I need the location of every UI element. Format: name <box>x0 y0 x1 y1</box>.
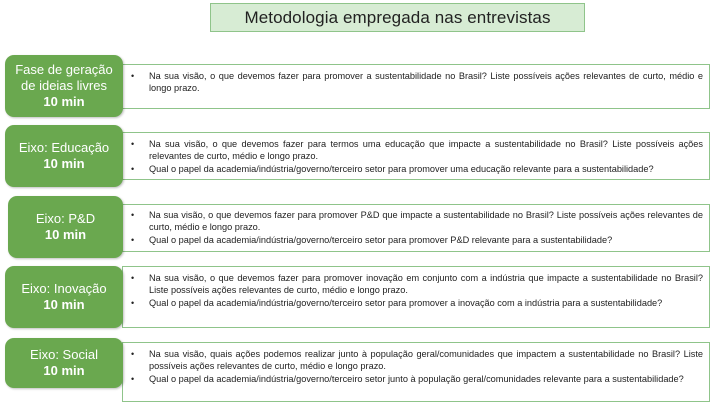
duration-label: 10 min <box>43 156 85 171</box>
question-item: • Qual o papel da academia/indústria/governo/terceiro setor para promover uma educação relevante para a sustentabilidade? <box>127 163 703 175</box>
question-item: • Na sua visão, o que devemos fazer para termos uma educação que impacte a sustentabilidade no Brasil? Liste possíveis ações relevantes de curto, médio e longo prazo. <box>127 138 703 162</box>
question-item: • Na sua visão, quais ações podemos realizar junto à população geral/comunidades que impactem a sustentabilidade no Brasil? Liste possíveis ações relevantes de curto, médio e longo prazo. <box>127 348 703 372</box>
label-line: Eixo: P&D <box>35 211 96 226</box>
section-label <box>5 338 123 388</box>
label-line: Fase de geração <box>15 62 113 77</box>
duration-label: 10 min <box>43 363 85 378</box>
section-label <box>8 196 123 258</box>
question-item: • Na sua visão, o que devemos fazer para promover a sustentabilidade no Brasil? Liste possíveis ações relevantes de curto, médio e longo prazo. <box>127 70 703 94</box>
question-item: • Qual o papel da academia/indústria/governo/terceiro setor junto à população geral/comunidades relevante para a sustentabilidade? <box>127 373 703 385</box>
label-line: Eixo: Inovação <box>21 281 107 296</box>
question-item: • Na sua visão, o que devemos fazer para promover P&D que impacte a sustentabilidade no Brasil? Liste possíveis ações relevantes de curto, médio e longo prazo. <box>127 209 703 233</box>
page-title: Metodologia empregada nas entrevistas <box>210 3 585 32</box>
label-line: Eixo: Educação <box>18 140 110 155</box>
duration-label: 10 min <box>43 297 85 312</box>
duration-label: 10 min <box>43 94 85 109</box>
question-item: • Qual o papel da academia/indústria/governo/terceiro setor para promover a inovação com a indústria para a sustentabilidade? <box>127 297 703 309</box>
question-item: • Na sua visão, o que devemos fazer para promover inovação em conjunto com a indústria que impacte a sustentabilidade no Brasil? Liste possíveis ações relevantes de curto, médio e longo prazo. <box>127 272 703 296</box>
question-item: • Qual o papel da academia/indústria/governo/terceiro setor para promover P&D relevante para a sustentabilidade? <box>127 234 703 246</box>
section-label <box>5 266 123 328</box>
questions-box <box>122 132 710 180</box>
questions-box <box>122 64 710 109</box>
questions-box <box>122 204 710 252</box>
questions-box <box>122 266 710 328</box>
label-line: Eixo: Social <box>30 347 98 362</box>
label-line: de ideias livres <box>21 78 107 93</box>
duration-label: 10 min <box>44 227 87 242</box>
section-label <box>5 55 123 117</box>
questions-box <box>122 342 710 402</box>
section-label <box>5 125 123 187</box>
